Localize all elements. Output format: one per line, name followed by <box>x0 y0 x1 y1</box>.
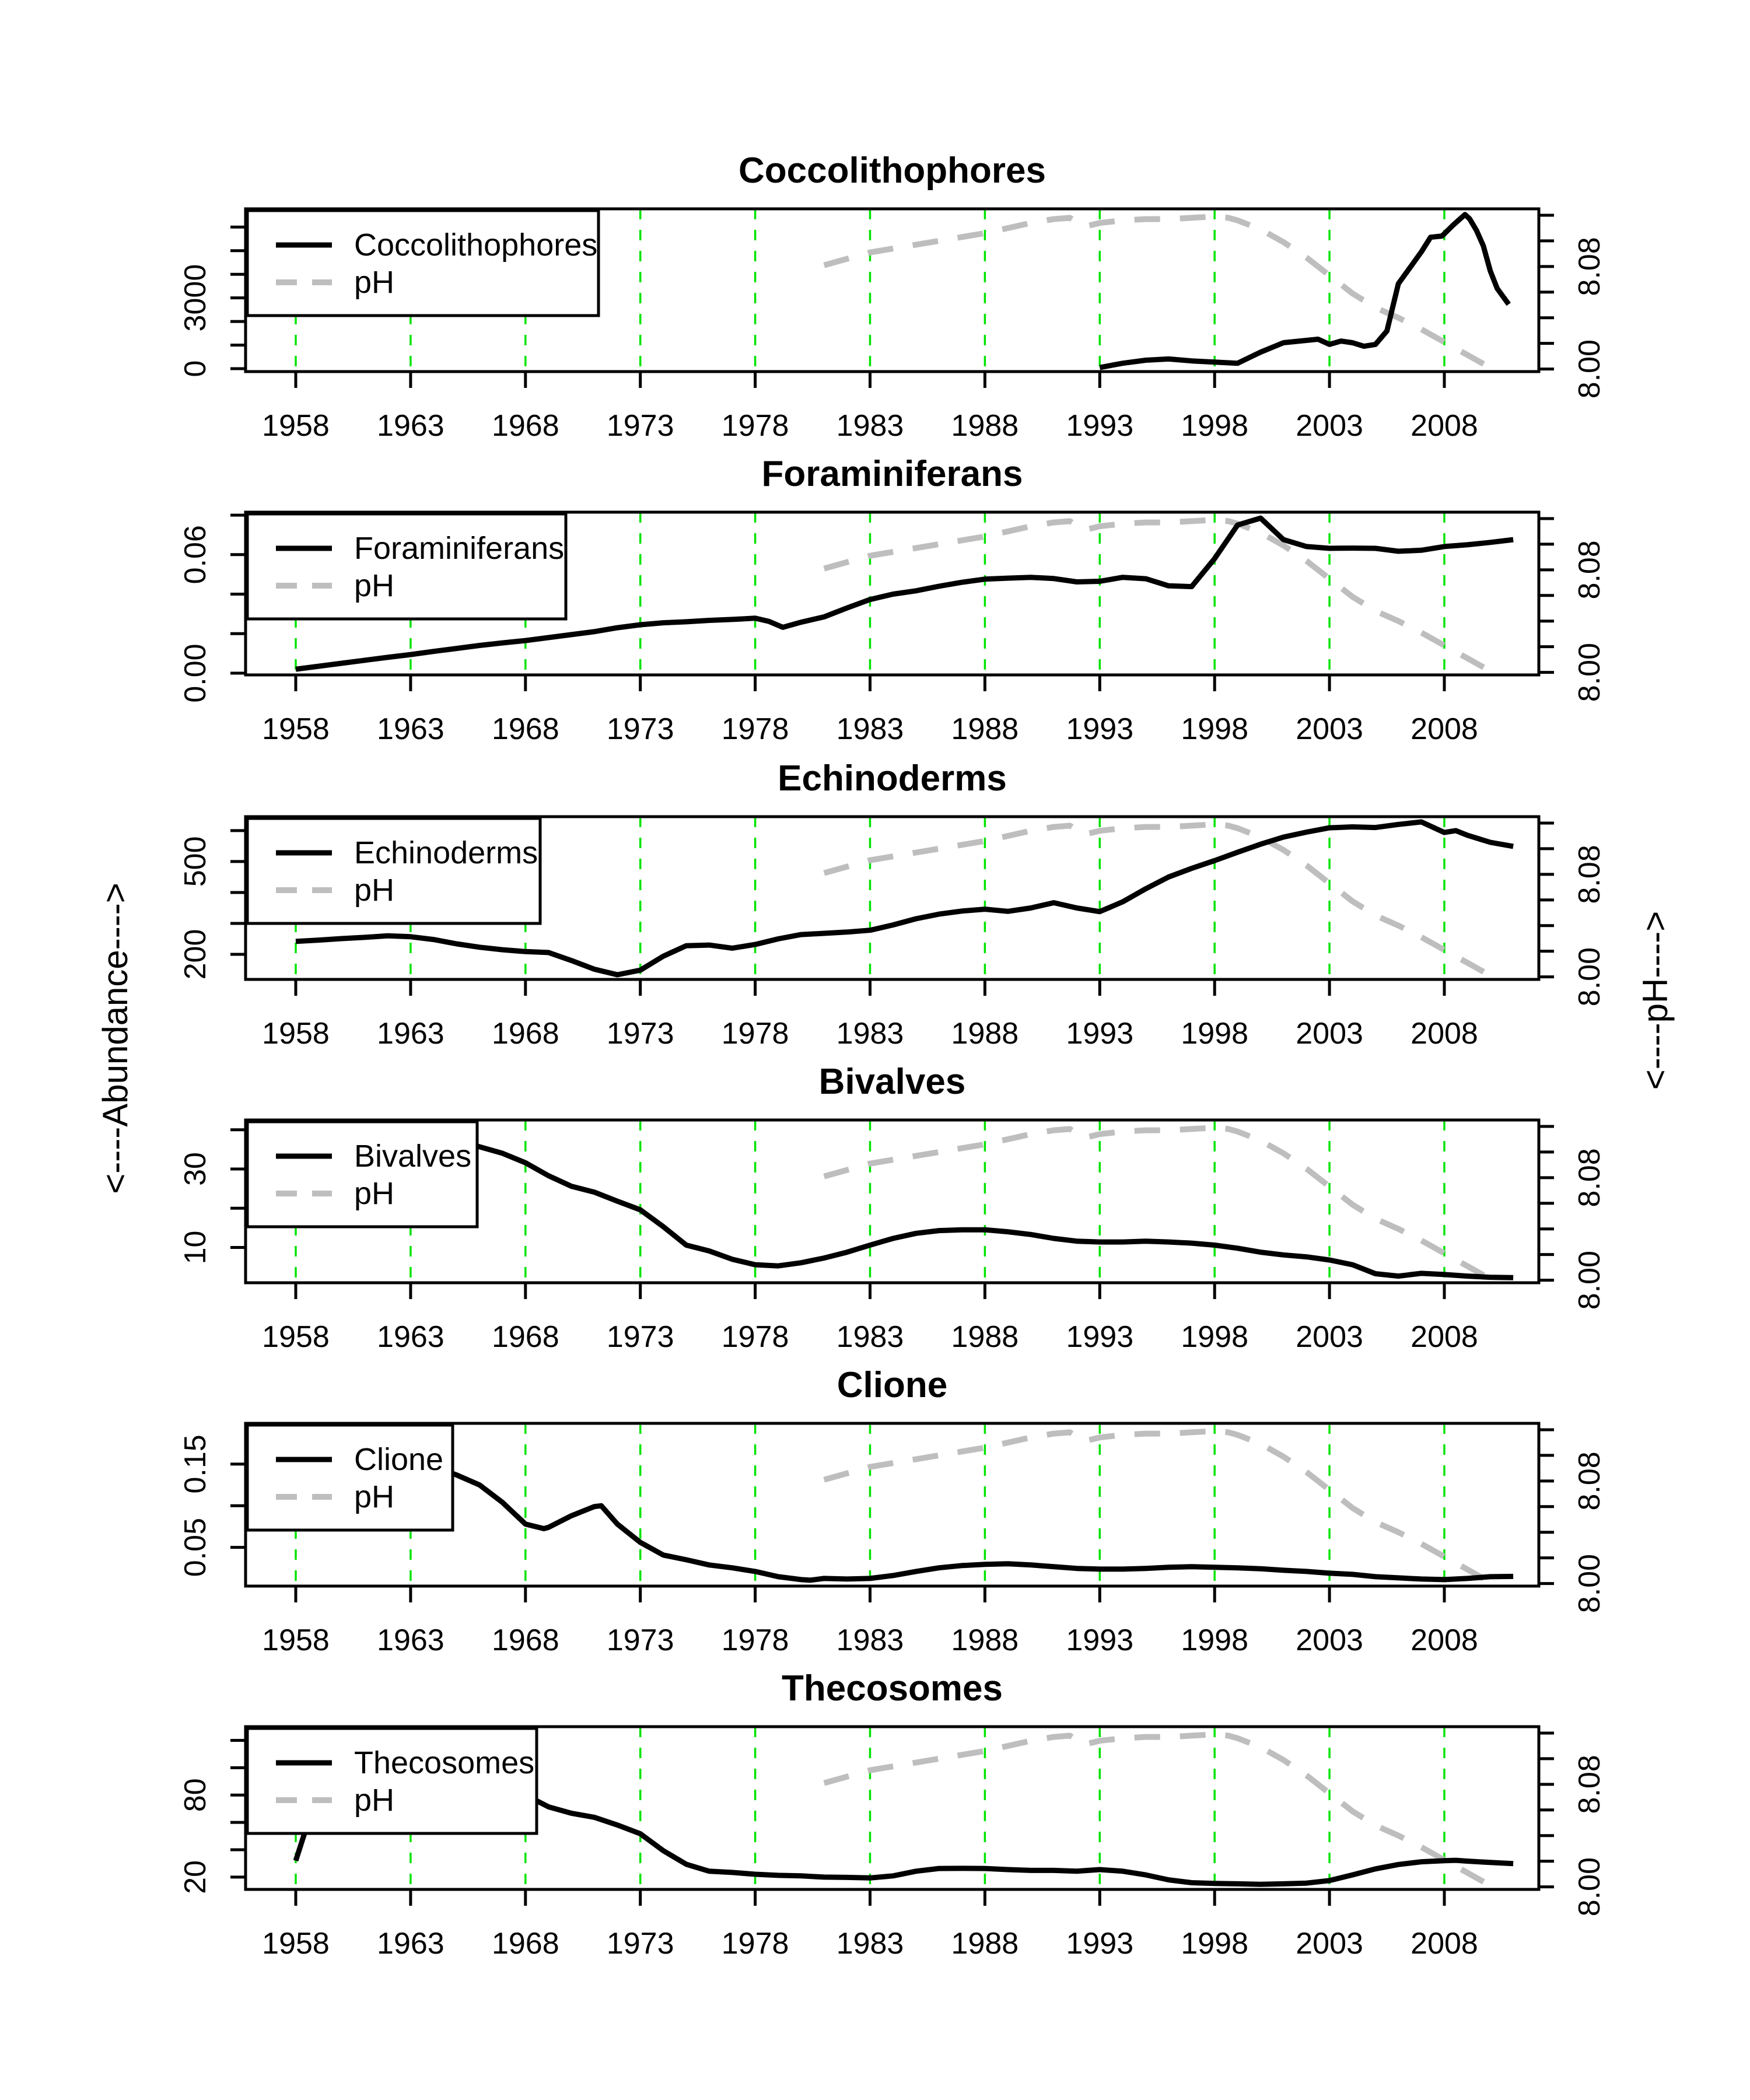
x-tick-label: 1973 <box>606 1927 674 1961</box>
x-tick-label: 1958 <box>262 1927 330 1961</box>
ph-line <box>824 1128 1502 1284</box>
abundance-line <box>475 1146 1513 1278</box>
ph-tick-label: 8.00 <box>1573 642 1606 702</box>
x-tick-label: 1998 <box>1181 409 1249 443</box>
panel-thecosomes <box>178 1668 1606 1961</box>
x-tick-label: 1993 <box>1066 1927 1134 1961</box>
y-tick-label: 0.05 <box>178 1517 212 1577</box>
x-tick-label: 1968 <box>491 1927 559 1961</box>
x-tick-label: 1978 <box>721 712 789 746</box>
legend-box <box>247 514 566 619</box>
x-tick-label: 1958 <box>262 1623 330 1657</box>
x-tick-label: 1978 <box>721 1017 789 1051</box>
panel-coccolithophores <box>178 150 1606 443</box>
x-tick-label: 1963 <box>377 1623 444 1657</box>
legend-box <box>247 1425 453 1530</box>
panel-title: Thecosomes <box>781 1668 1003 1709</box>
legend-ph-label: pH <box>354 265 395 300</box>
legend-box <box>247 1122 477 1227</box>
x-tick-label: 1988 <box>951 1623 1019 1657</box>
x-tick-label: 1983 <box>836 1927 904 1961</box>
y-tick-label: 500 <box>178 836 212 887</box>
x-tick-label: 1998 <box>1181 1017 1249 1051</box>
x-tick-label: 1998 <box>1181 1623 1249 1657</box>
abundance-line <box>1100 215 1508 368</box>
ph-axis-label: <----pH----> <box>1636 911 1675 1090</box>
x-tick-label: 2003 <box>1296 712 1363 746</box>
x-tick-label: 1993 <box>1066 712 1134 746</box>
ph-tick-label: 8.08 <box>1573 1148 1606 1208</box>
x-tick-label: 1963 <box>377 712 444 746</box>
x-tick-label: 2008 <box>1410 1623 1478 1657</box>
legend-ph-label: pH <box>354 873 395 908</box>
y-tick-label: 0.06 <box>178 525 212 584</box>
legend-box <box>247 211 598 316</box>
y-tick-label: 0.15 <box>178 1434 212 1494</box>
x-tick-label: 1963 <box>377 409 444 443</box>
x-tick-label: 1988 <box>951 1927 1019 1961</box>
abundance-line <box>535 1800 1514 1884</box>
legend-series-label: Coccolithophores <box>354 228 598 262</box>
abundance-line <box>296 1832 305 1861</box>
x-tick-label: 1973 <box>606 1017 674 1051</box>
legend-box <box>247 818 540 923</box>
x-tick-label: 1993 <box>1066 1017 1134 1051</box>
x-tick-label: 1998 <box>1181 1320 1249 1354</box>
ph-tick-label: 8.08 <box>1573 1755 1606 1814</box>
x-tick-label: 1968 <box>491 1623 559 1657</box>
x-tick-label: 1963 <box>377 1017 444 1051</box>
y-tick-label: 30 <box>178 1152 212 1186</box>
y-tick-label: 3000 <box>178 264 212 332</box>
ph-tick-label: 8.00 <box>1573 339 1606 399</box>
abundance-line <box>450 1472 1513 1580</box>
x-tick-label: 1993 <box>1066 409 1134 443</box>
ph-tick-label: 8.00 <box>1573 1857 1606 1917</box>
panel-foraminiferans <box>178 454 1606 746</box>
x-tick-label: 2008 <box>1410 409 1478 443</box>
x-tick-label: 1993 <box>1066 1623 1134 1657</box>
x-tick-label: 1998 <box>1181 1927 1249 1961</box>
x-tick-label: 2008 <box>1410 1927 1478 1961</box>
ph-line <box>824 824 1502 981</box>
y-tick-label: 0 <box>178 360 212 377</box>
x-tick-label: 1993 <box>1066 1320 1134 1354</box>
x-tick-label: 2008 <box>1410 712 1478 746</box>
ph-tick-label: 8.00 <box>1573 947 1606 1007</box>
x-tick-label: 1968 <box>491 1017 559 1051</box>
panel-bivalves <box>178 1062 1606 1354</box>
y-tick-label: 10 <box>178 1230 212 1265</box>
legend-series-label: Echinoderms <box>354 835 538 870</box>
x-tick-label: 2003 <box>1296 1927 1363 1961</box>
ph-line <box>824 1734 1502 1891</box>
panel-title: Foraminiferans <box>761 454 1023 494</box>
x-tick-label: 1978 <box>721 1927 789 1961</box>
x-tick-label: 1988 <box>951 712 1019 746</box>
legend-series-label: Clione <box>354 1442 444 1477</box>
legend-series-label: Bivalves <box>354 1139 472 1174</box>
ph-tick-label: 8.08 <box>1573 845 1606 904</box>
ph-line <box>824 520 1502 676</box>
legend-series-label: Thecosomes <box>354 1745 535 1780</box>
x-tick-label: 1973 <box>606 1623 674 1657</box>
panel-title: Coccolithophores <box>738 150 1046 191</box>
y-tick-label: 200 <box>178 929 212 980</box>
panel-clione <box>178 1365 1606 1657</box>
ph-tick-label: 8.08 <box>1573 237 1606 296</box>
plot-area <box>296 1423 1513 1587</box>
x-tick-label: 1983 <box>836 712 904 746</box>
x-tick-label: 2008 <box>1410 1320 1478 1354</box>
panel-echinoderms <box>178 758 1606 1051</box>
ph-tick-label: 8.00 <box>1573 1250 1606 1310</box>
x-tick-label: 1998 <box>1181 712 1249 746</box>
abundance-axis-label: <----Abundance----> <box>96 883 135 1194</box>
x-tick-label: 1978 <box>721 1320 789 1354</box>
x-tick-label: 1983 <box>836 409 904 443</box>
ph-line <box>824 216 1502 373</box>
x-tick-label: 1978 <box>721 1623 789 1657</box>
x-tick-label: 2003 <box>1296 409 1363 443</box>
legend-ph-label: pH <box>354 1479 395 1514</box>
x-tick-label: 2003 <box>1296 1623 1363 1657</box>
x-tick-label: 1958 <box>262 1320 330 1354</box>
x-tick-label: 1973 <box>606 1320 674 1354</box>
panel-title: Clione <box>836 1365 948 1405</box>
x-tick-label: 2003 <box>1296 1320 1363 1354</box>
x-tick-label: 1963 <box>377 1927 444 1961</box>
y-tick-label: 0.00 <box>178 643 212 703</box>
x-tick-label: 1958 <box>262 1017 330 1051</box>
x-tick-label: 1988 <box>951 1017 1019 1051</box>
x-tick-label: 1958 <box>262 712 330 746</box>
x-tick-label: 1983 <box>836 1017 904 1051</box>
x-tick-label: 1963 <box>377 1320 444 1354</box>
x-tick-label: 1973 <box>606 409 674 443</box>
ph-tick-label: 8.08 <box>1573 1451 1606 1511</box>
x-tick-label: 1988 <box>951 1320 1019 1354</box>
legend-box <box>247 1728 537 1833</box>
x-tick-label: 1983 <box>836 1320 904 1354</box>
legend-ph-label: pH <box>354 568 395 603</box>
x-tick-label: 1968 <box>491 712 559 746</box>
ph-tick-label: 8.08 <box>1573 540 1606 600</box>
x-tick-label: 1968 <box>491 409 559 443</box>
panel-title: Bivalves <box>818 1062 966 1102</box>
x-tick-label: 1988 <box>951 409 1019 443</box>
x-tick-label: 2003 <box>1296 1017 1363 1051</box>
ph-tick-label: 8.00 <box>1573 1553 1606 1614</box>
x-tick-label: 1973 <box>606 712 674 746</box>
y-tick-label: 20 <box>178 1860 212 1894</box>
legend-series-label: Foraminiferans <box>354 531 565 566</box>
x-tick-label: 1958 <box>262 409 330 443</box>
x-tick-label: 1978 <box>721 409 789 443</box>
legend-ph-label: pH <box>354 1783 395 1818</box>
panel-title: Echinoderms <box>778 758 1007 799</box>
legend-ph-label: pH <box>354 1176 395 1211</box>
ph-line <box>824 1431 1502 1587</box>
x-tick-label: 1968 <box>491 1320 559 1354</box>
x-tick-label: 2008 <box>1410 1017 1478 1051</box>
x-tick-label: 1983 <box>836 1623 904 1657</box>
y-tick-label: 80 <box>178 1778 212 1812</box>
